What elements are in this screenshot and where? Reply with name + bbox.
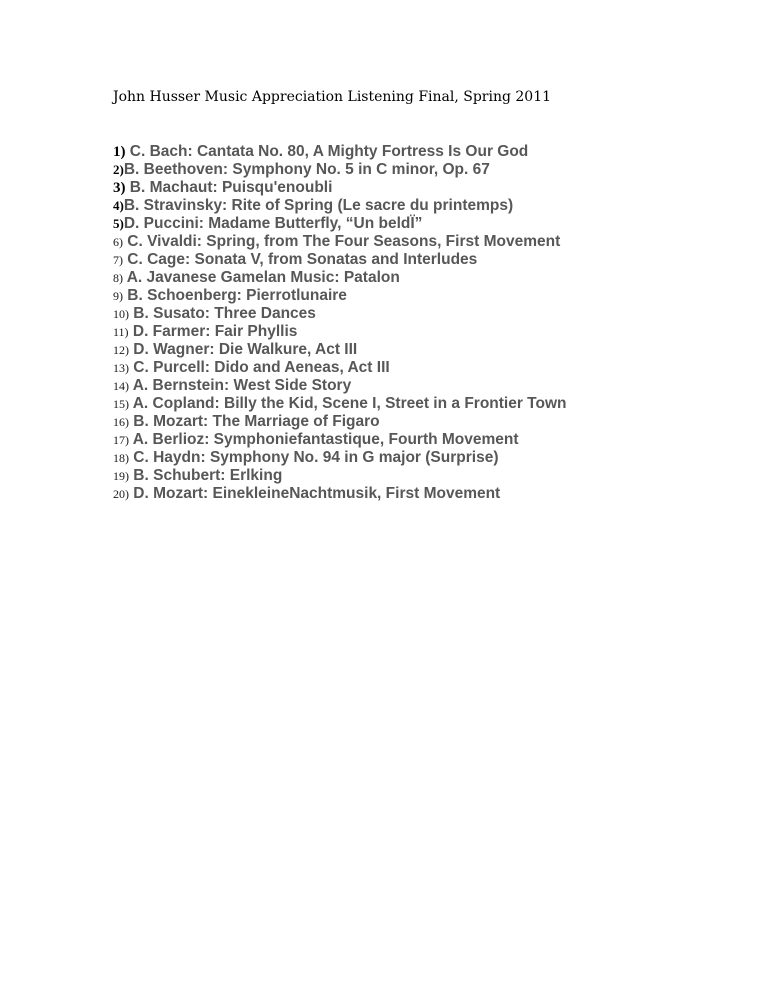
answer-number: 10)	[113, 307, 129, 321]
answer-number: 17)	[113, 433, 129, 447]
answer-text: D. Wagner: Die Walkure, Act III	[129, 341, 358, 358]
answer-number: 4)	[113, 198, 124, 213]
answer-item	[113, 323, 567, 341]
answer-text: D. Puccini: Madame Butterfly, “Un beldÏ”	[123, 215, 423, 232]
answer-number: 3)	[113, 180, 126, 196]
answer-number: 8)	[113, 271, 123, 285]
answer-number: 9)	[113, 289, 123, 303]
answer-item	[113, 431, 567, 449]
answer-number: 1)	[113, 144, 126, 160]
answer-item	[113, 377, 567, 395]
answer-text: B. Schubert: Erlking	[129, 467, 283, 484]
answer-number: 2)	[113, 162, 124, 177]
answer-number: 13)	[113, 361, 129, 375]
answer-text: D. Farmer: Fair Phyllis	[128, 323, 298, 340]
answer-number: 11)	[113, 325, 129, 339]
answer-text: A. Copland: Billy the Kid, Scene I, Street in a Frontier Town	[129, 395, 567, 412]
answer-item	[113, 251, 567, 269]
answer-text: B. Stravinsky: Rite of Spring (Le sacre du printemps)	[123, 197, 514, 214]
answer-item	[113, 197, 567, 215]
answer-number: 5)	[113, 216, 124, 231]
answer-text: A. Bernstein: West Side Story	[129, 377, 352, 394]
answer-text: C. Haydn: Symphony No. 94 in G major (Surprise)	[129, 449, 499, 466]
answer-item	[113, 485, 567, 503]
answer-text: C. Purcell: Dido and Aeneas, Act III	[129, 359, 390, 376]
answer-item	[113, 215, 567, 233]
answer-text: A. Javanese Gamelan Music: Patalon	[123, 269, 400, 286]
answer-item	[113, 467, 567, 485]
answer-item	[113, 341, 567, 359]
answer-item	[113, 179, 567, 197]
answer-item	[113, 269, 567, 287]
answer-item	[113, 395, 567, 413]
answer-item	[113, 413, 567, 431]
answer-number: 7)	[113, 253, 123, 267]
answer-text: C. Bach: Cantata No. 80, A Mighty Fortress Is Our God	[125, 143, 529, 160]
answer-text: B. Machaut: Puisqu'enoubli	[125, 179, 333, 196]
answer-text: D. Mozart: EinekleineNachtmusik, First Movement	[129, 485, 501, 502]
answer-text: B. Beethoven: Symphony No. 5 in C minor, Op. 67	[123, 161, 490, 178]
answer-item	[113, 305, 567, 323]
answer-number: 14)	[113, 379, 129, 393]
answer-number: 20)	[113, 487, 129, 501]
answer-item	[113, 449, 567, 467]
document-title: John Husser Music Appreciation Listening Final, Spring 2011	[113, 89, 552, 105]
answer-number: 19)	[113, 469, 129, 483]
answer-item	[113, 287, 567, 305]
answer-number: 12)	[113, 343, 129, 357]
answer-text: B. Susato: Three Dances	[129, 305, 316, 322]
answer-text: C. Vivaldi: Spring, from The Four Seasons, First Movement	[123, 233, 561, 250]
answer-number: 16)	[113, 415, 129, 429]
answer-number: 6)	[113, 235, 123, 249]
answer-item	[113, 359, 567, 377]
answer-text: C. Cage: Sonata V, from Sonatas and Interludes	[123, 251, 478, 268]
answer-item	[113, 143, 567, 161]
answer-item	[113, 161, 567, 179]
answer-text: B. Mozart: The Marriage of Figaro	[129, 413, 380, 430]
answer-text: A. Berlioz: Symphoniefantastique, Fourth Movement	[129, 431, 519, 448]
answer-number: 15)	[113, 397, 129, 411]
answer-item	[113, 233, 567, 251]
answer-list	[113, 143, 567, 503]
answer-number: 18)	[113, 451, 129, 465]
answer-text: B. Schoenberg: Pierrotlunaire	[123, 287, 347, 304]
